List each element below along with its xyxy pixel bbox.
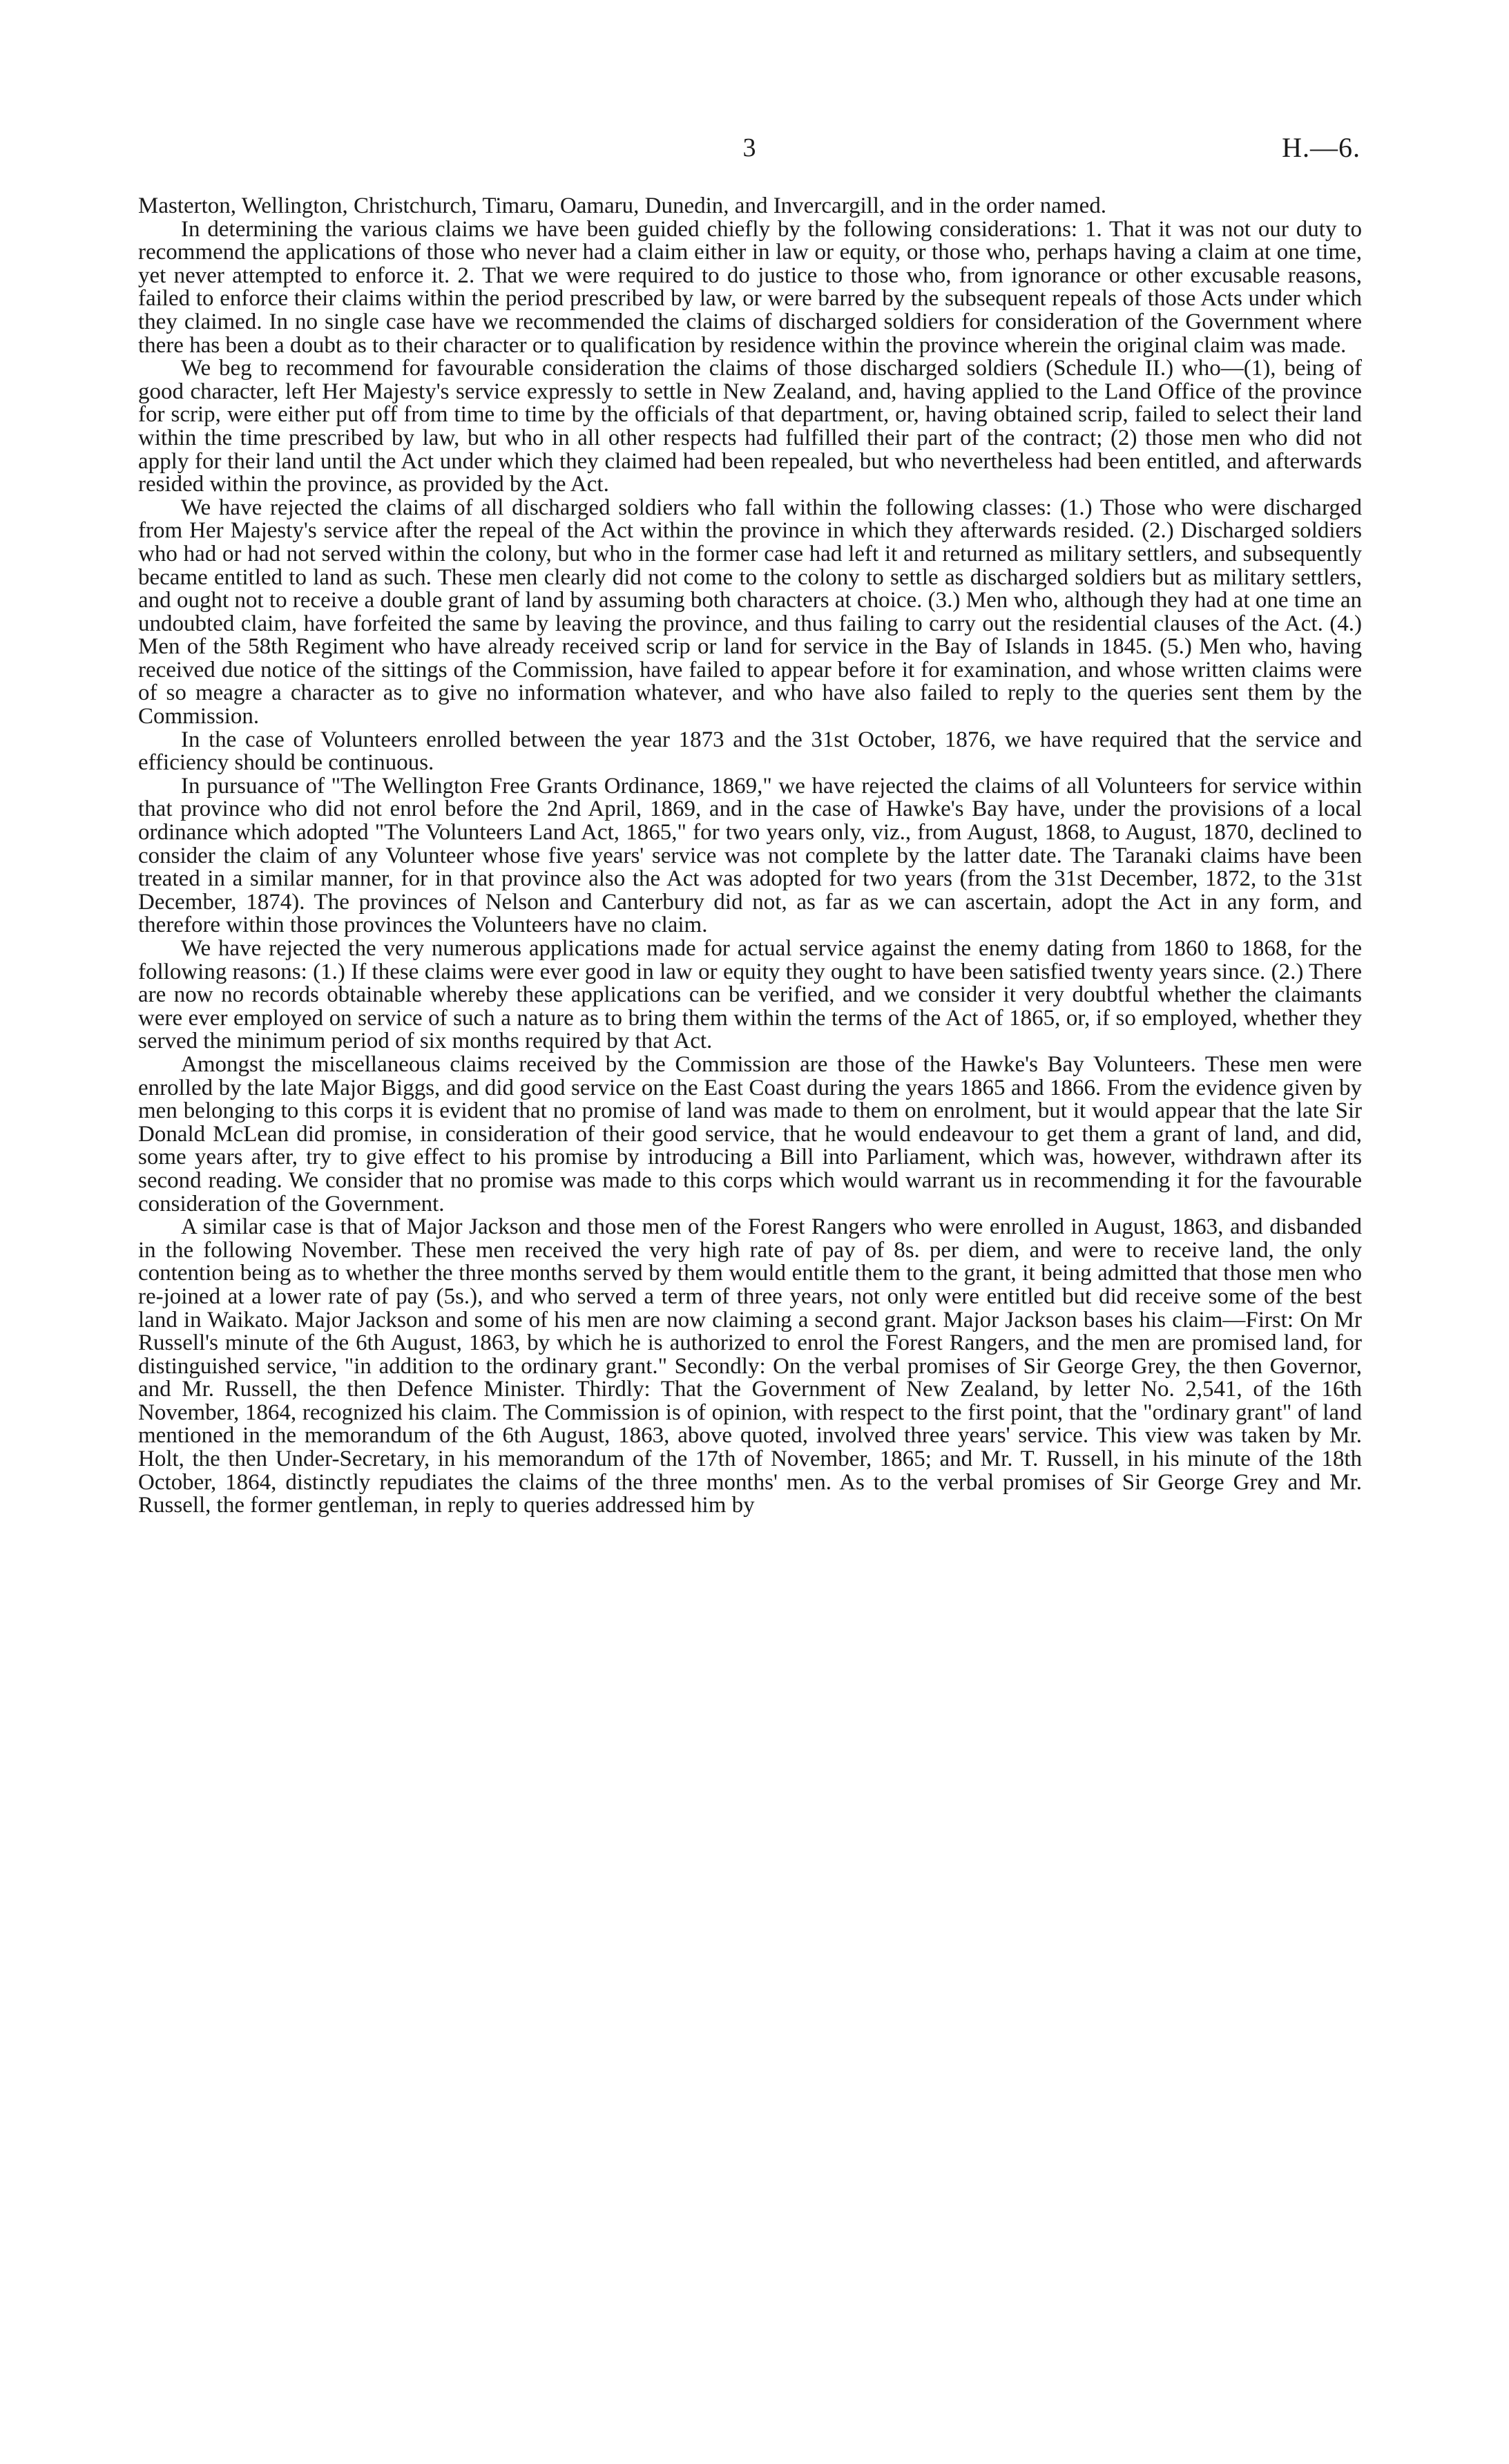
paragraph-rejected-classes: We have rejected the claims of all discharged soldiers who fall within the following classes: (1.) Those who were discharged from Her Majesty's service after the repeal of the Act within the province in which they afterwards resided. (2.) Discharged soldiers who had or had not served within the colony, but who in the former case had left it and returned as military settlers, and subsequently became entitled to land as such. These men clearly did not come to the colony to settle as discharged soldiers but as military settlers, and ought not to receive a double grant of land by assuming both characters at choice. (3.) Men who, although they had at one time an undoubted claim, have forfeited the same by leaving the province, and thus failing to carry out the residential clauses of the Act. (4.) Men of the 58th Regiment who have already received scrip or land for service in the Bay of Islands in 1845. (5.) Men who, having received due notice of the sittings of the Commission, have failed to appear before it for examination, and whose written claims were of so meagre a character as to give no information whatever, and who have also failed to reply to the queries sent them by the Commission.: [138, 495, 1362, 729]
document-reference: H.—6.: [1282, 132, 1361, 163]
paragraph-actual-service: We have rejected the very numerous applications made for actual service against the enemy dating from 1860 to 1868, for the following reasons: (1.) If these claims were ever good in law or equity they ought to have been satisfied twenty years since. (2.) There are now no records obtainable whereby these applications can be verified, and we consider it very doubtful whether the claimants were ever employed on service of such a nature as to bring them within the terms of the Act of 1865, or, if so employed, whether they served the minimum period of six months required by that Act.: [138, 936, 1362, 1054]
paragraph-wellington-ordinance: In pursuance of "The Wellington Free Grants Ordinance, 1869," we have rejected the claims of all Volunteers for service within that province who did not enrol before the 2nd April, 1869, and in the case of Hawke's Bay have, under the provisions of a local ordinance which adopted "The Volunteers Land Act, 1865," for two years only, viz., from August, 1868, to August, 1870, declined to consider the claim of any Volunteer whose five years' service was not complete by the latter date. The Taranaki claims have been treated in a similar manner, for in that province also the Act was adopted for two years (from the 31st December, 1872, to the 31st December, 1874). The provinces of Nelson and Canterbury did not, as far as we can ascertain, adopt the Act in any form, and therefore within those provinces the Volunteers have no claim.: [138, 773, 1362, 938]
paragraph-recommendation: We beg to recommend for favourable consideration the claims of those discharged soldiers (Schedule II.) who—(1), being of good character, left Her Majesty's service expressly to settle in New Zealand, and, having applied to the Land Office of the province for scrip, were either put off from time to time by the officials of that department, or, having obtained scrip, failed to select their land within the time prescribed by law, but who in all other respects had fulfilled their part of the contract; (2) those men who did not apply for their land until the Act under which they claimed had been repealed, but who nevertheless had been entitled, and afterwards resided within the province, as provided by the Act.: [138, 356, 1362, 497]
page-number: 3: [742, 133, 756, 162]
paragraph-volunteers-enrolled: In the case of Volunteers enrolled between the year 1873 and the 31st October, 1876, we have required that the service and efficiency should be continuous.: [138, 727, 1362, 776]
page-header: [138, 130, 1361, 171]
paragraph-considerations: In determining the various claims we have been guided chiefly by the following considerations: 1. That it was not our duty to recommend the applications of those who never had a claim either in law or equity, or those who, perhaps having a claim at one time, yet never attempted to enforce it. 2. That we were required to do justice to those who, from ignorance or other excusable reasons, failed to enforce their claims within the period prescribed by law, or were barred by the subsequent repeals of those Acts under which they claimed. In no single case have we recommended the claims of discharged soldiers for consideration of the Government where there has been a doubt as to their character or to qualification by residence within the province wherein the original claim was made.: [138, 216, 1362, 358]
report-body: [138, 195, 1362, 1518]
paragraph-forest-rangers: A similar case is that of Major Jackson and those men of the Forest Rangers who were enrolled in August, 1863, and disbanded in the following November. These men received the very high rate of pay of 8s. per diem, and were to receive land, the only contention being as to whether the three months served by them would entitle them to the grant, it being admitted that those men who re-joined at a lower rate of pay (5s.), and who served a term of three years, not only were entitled but did receive some of the best land in Waikato. Major Jackson and some of his men are now claiming a second grant. Major Jackson bases his claim—First: On Mr Russell's minute of the 6th August, 1863, by which he is authorized to enrol the Forest Rangers, and the men are promised land, for distinguished service, "in addition to the ordinary grant." Secondly: On the verbal promises of Sir George Grey, the then Governor, and Mr. Russell, the then Defence Minister. Thirdly: That the Government of New Zealand, by letter No. 2,541, of the 16th November, 1864, recognized his claim. The Commission is of opinion, with respect to the first point, that the "ordinary grant" of land mentioned in the memorandum of the 6th August, 1863, above quoted, involved three years' service. This view was taken by Mr. Holt, the then Under-Secretary, in his memorandum of the 17th of November, 1865; and Mr. T. Russell, in his minute of the 18th October, 1864, distinctly repudiates the claims of the three months' men. As to the verbal promises of Sir George Grey and Mr. Russell, the former gentleman, in reply to queries addressed him by: [138, 1214, 1362, 1518]
paragraph-hawkes-bay: Amongst the miscellaneous claims received by the Commission are those of the Hawke's Bay Volunteers. These men were enrolled by the late Major Biggs, and did good service on the East Coast during the years 1865 and 1866. From the evidence given by men belonging to this corps it is evident that no promise of land was made to them on enrolment, but it would appear that the late Sir Donald McLean did promise, in consideration of their good service, that he would endeavour to get them a grant of land, and did, some years after, try to give effect to his promise by introducing a Bill into Parliament, which was, however, withdrawn after its second reading. We consider that no promise was made to this corps which would warrant us in recommending it for the favourable consideration of the Government.: [138, 1051, 1362, 1216]
paragraph-continuation: Masterton, Wellington, Christchurch, Timaru, Oamaru, Dunedin, and Invercargill, and in the order named.: [138, 193, 1106, 218]
